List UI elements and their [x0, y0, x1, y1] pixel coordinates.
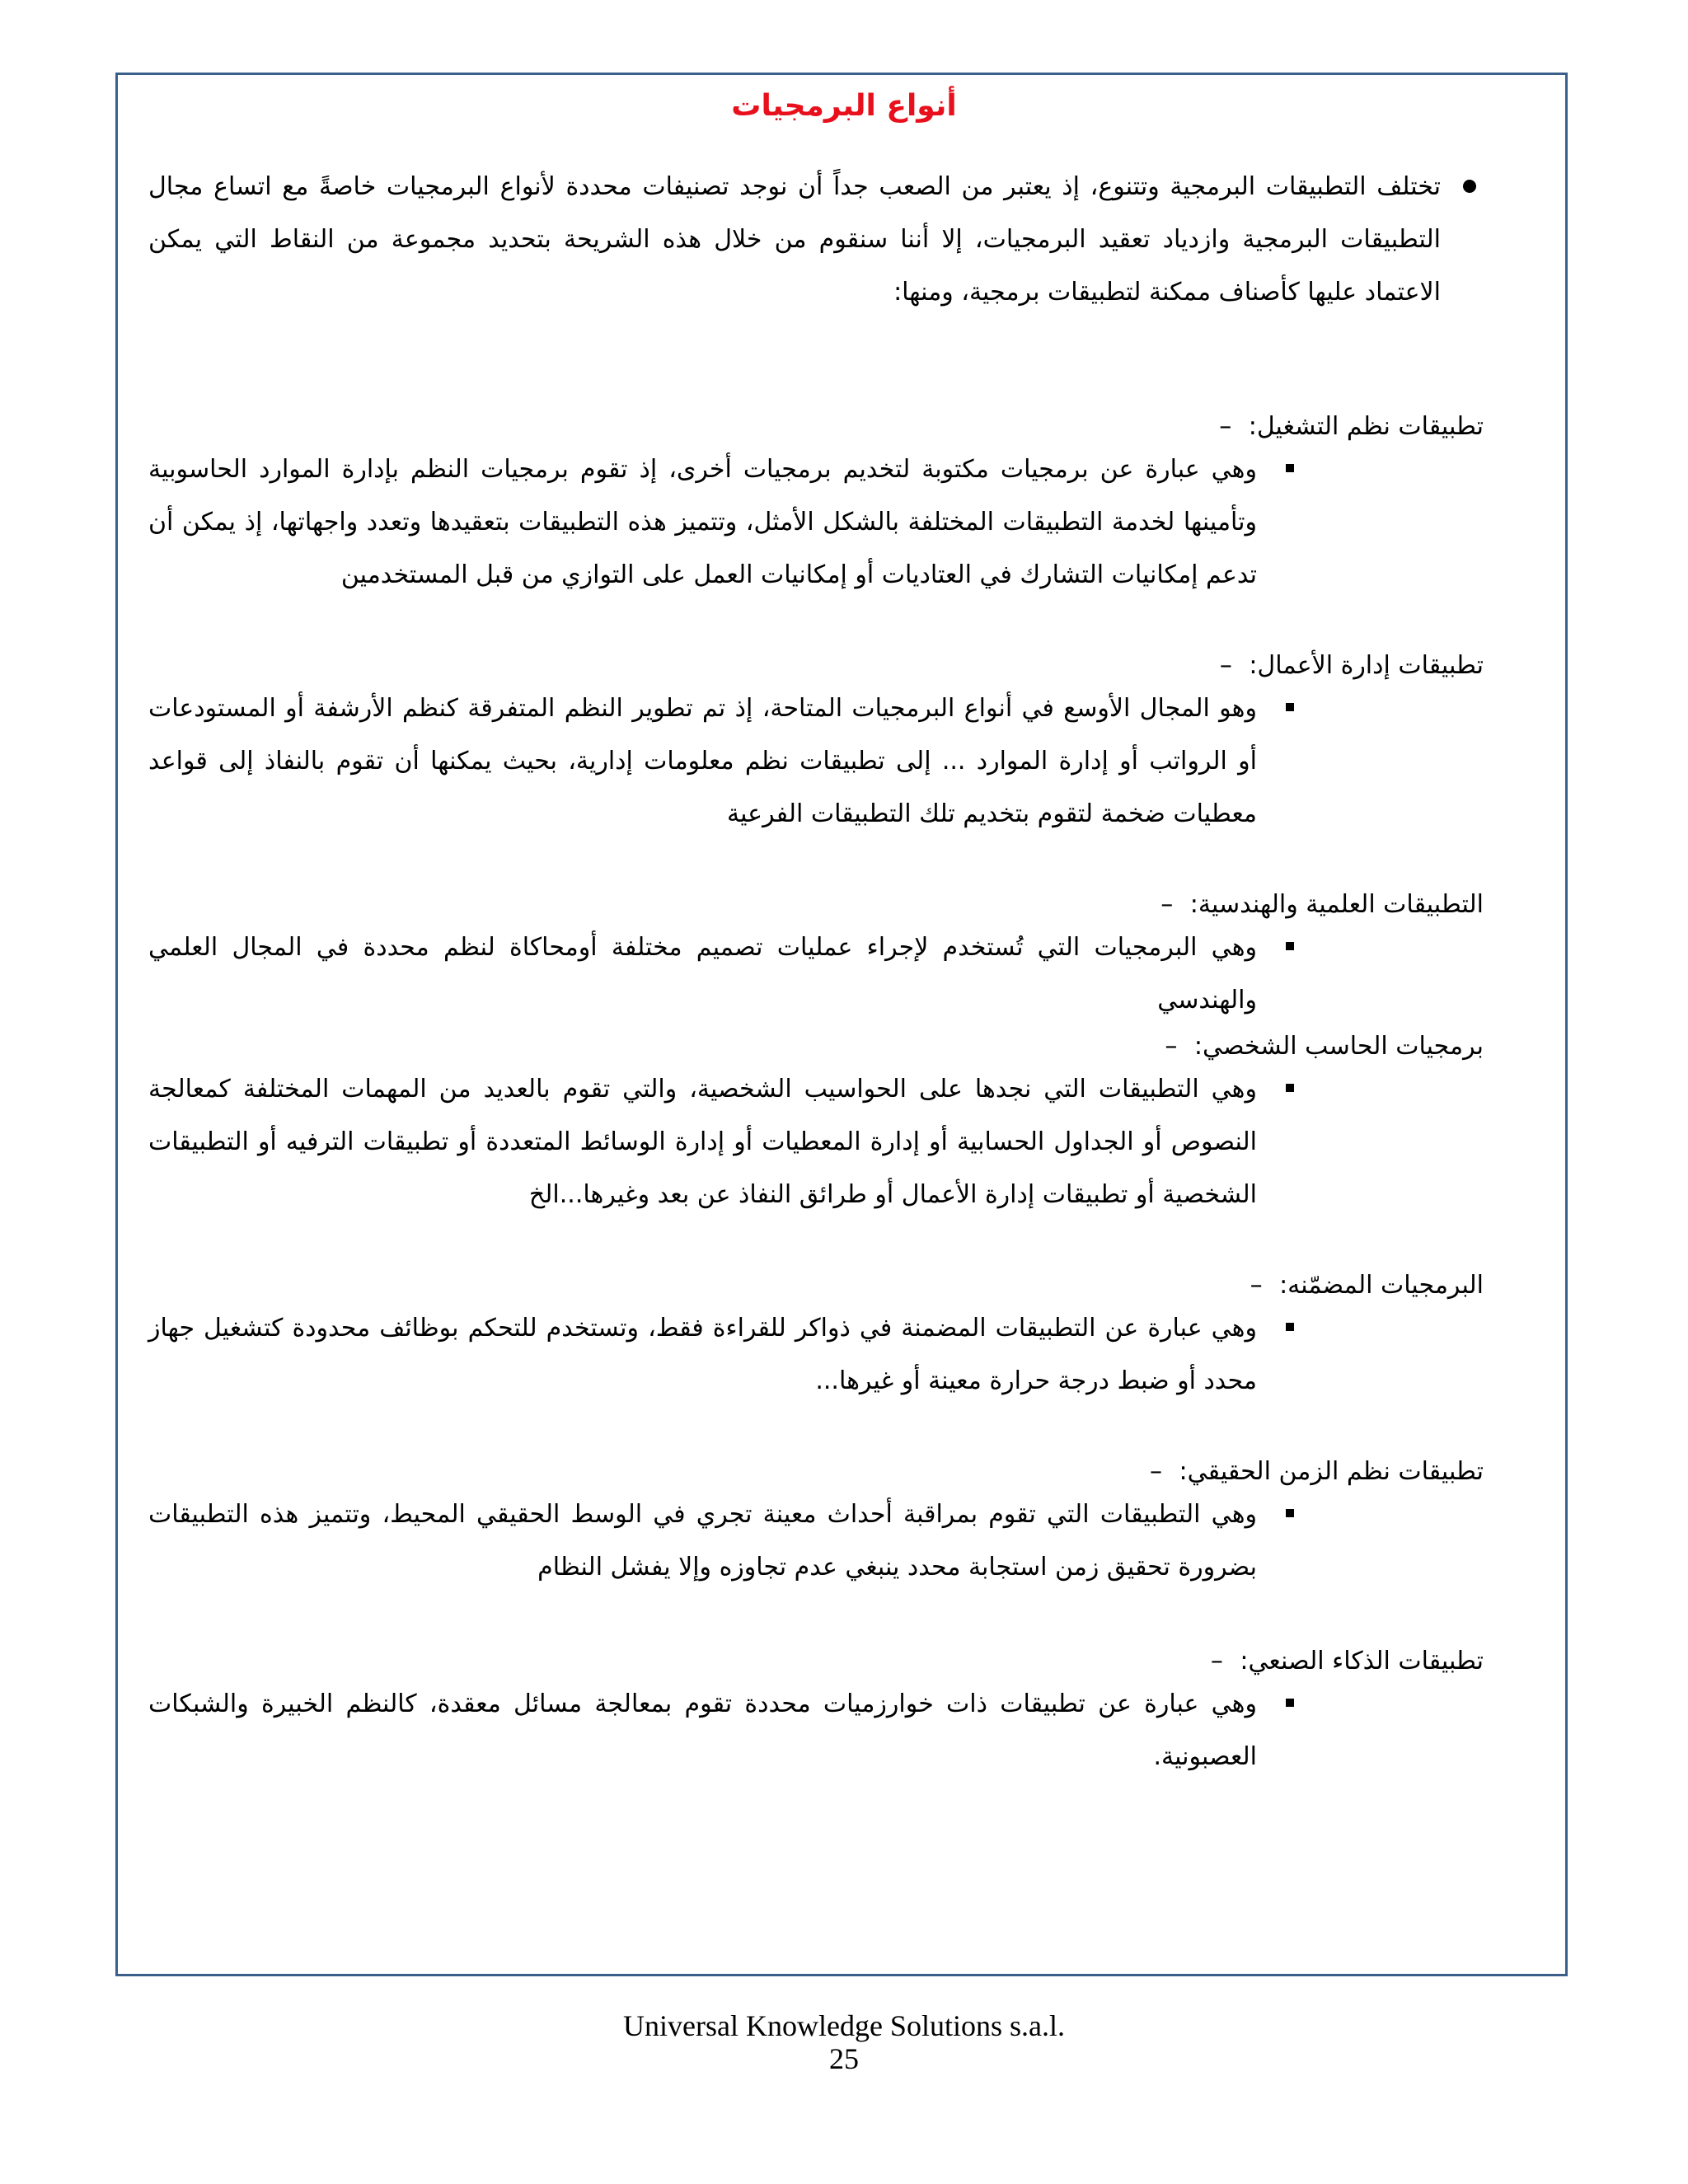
dash-icon: – — [1150, 1457, 1163, 1486]
section-heading-text: برمجيات الحاسب الشخصي: — [1193, 1032, 1484, 1061]
bullet-icon — [1463, 180, 1476, 193]
dash-icon: – — [1250, 1271, 1263, 1300]
square-bullet-icon — [1286, 1323, 1294, 1331]
footer-page-number: 25 — [829, 2042, 859, 2075]
section-heading-text: تطبيقات الذكاء الصنعي: — [1240, 1647, 1484, 1675]
square-bullet-icon — [1286, 942, 1294, 950]
dash-icon: – — [1210, 1647, 1223, 1675]
square-bullet-icon — [1286, 703, 1294, 711]
section-heading-text: تطبيقات إدارة الأعمال: — [1249, 651, 1484, 680]
footer-company: Universal Knowledge Solutions s.a.l. — [623, 2009, 1065, 2042]
square-bullet-icon — [1286, 1509, 1294, 1517]
section-body: وهي عبارة عن برمجيات مكتوبة لتخديم برمجيات أخرى، إذ تقوم برمجيات النظم بإدارة الموارد الحاسوبية وتأمينها لخدمة التطبيقات المختلفة بالشكل الأمثل، وتتميز هذه التطبيقات بتعقيدها وتعدد واجهاتها، إذ يمكن أن تدعم إمكانيات التشارك في العتاديات أو إمكانيات العمل على التوازي من قبل المستخدمين — [148, 455, 1257, 589]
square-bullet-icon — [1286, 1084, 1294, 1092]
section-body: وهي عبارة عن تطبيقات ذات خوارزميات محددة تقوم بمعالجة مسائل معقدة، كالنظم الخبيرة والشبكات العصبونية. — [148, 1690, 1257, 1771]
section-body: وهي التطبيقات التي تقوم بمراقبة أحداث معينة تجري في الوسط الحقيقي المحيط، وتتميز هذه التطبيقات بضرورة تحقيق زمن استجابة محدد ينبغي عدم تجاوزه وإلا يفشل النظام — [148, 1500, 1257, 1582]
section-body: وهي عبارة عن التطبيقات المضمنة في ذواكر للقراءة فقط، وتستخدم للتحكم بوظائف محدودة كتشغيل جهاز محدد أو ضبط درجة حرارة معينة أو غيرها... — [148, 1314, 1257, 1395]
section-heading-text: التطبيقات العلمية والهندسية: — [1189, 890, 1484, 919]
square-bullet-icon — [1286, 1699, 1294, 1707]
dash-icon: – — [1165, 1032, 1178, 1061]
section-heading-text: تطبيقات نظم التشغيل: — [1248, 412, 1484, 441]
section-heading — [1233, 1259, 1484, 1312]
intro-paragraph: تختلف التطبيقات البرمجية وتتنوع، إذ يعتبر من الصعب جداً أن نوجد تصنيفات محددة لأنواع البرمجيات خاصةً مع اتساع مجال التطبيقات البرمجية وازدياد تعقيد البرمجيات، إلا أننا سنقوم من خلال هذه الشريحة بتحديد مجموعة من النقاط التي يمكن الاعتماد عليها كأصناف ممكنة لتطبيقات برمجية، ومنها: — [148, 172, 1441, 307]
dash-icon: – — [1160, 890, 1174, 919]
square-bullet-icon — [1286, 464, 1294, 472]
dash-icon: – — [1219, 412, 1232, 441]
section-body: وهو المجال الأوسع في أنواع البرمجيات المتاحة، إذ تم تطوير النظم المتفرقة كنظم الأرشفة أو المستودعات أو الرواتب أو إدارة الموارد ... إلى تطبيقات نظم معلومات إدارية، بحيث يمكنها أن تقوم بالنفاذ إلى قواعد معطيات ضخمة لتقوم بتخديم تلك التطبيقات الفرعية — [148, 694, 1257, 828]
section-body: وهي التطبيقات التي نجدها على الحواسيب الشخصية، والتي تقوم بالعديد من المهمات المختلفة كمعالجة النصوص أو الجداول الحسابية أو إدارة المعطيات أو إدارة الوسائط المتعددة أو تطبيقات الترفيه أو التطبيقات الشخصية أو تطبيقات إدارة الأعمال أو طرائق النفاذ عن بعد وغيرها...الخ — [148, 1075, 1257, 1209]
section-heading-text: تطبيقات نظم الزمن الحقيقي: — [1179, 1457, 1484, 1486]
dash-icon: – — [1219, 651, 1232, 680]
section-heading-text: البرمجيات المضمّنه: — [1279, 1271, 1484, 1300]
section-body: وهي البرمجيات التي تُستخدم لإجراء عمليات تصميم مختلفة أومحاكاة لنظم محددة في المجال العلمي والهندسي — [148, 933, 1257, 1015]
page-title: أنواع البرمجيات — [731, 89, 957, 123]
